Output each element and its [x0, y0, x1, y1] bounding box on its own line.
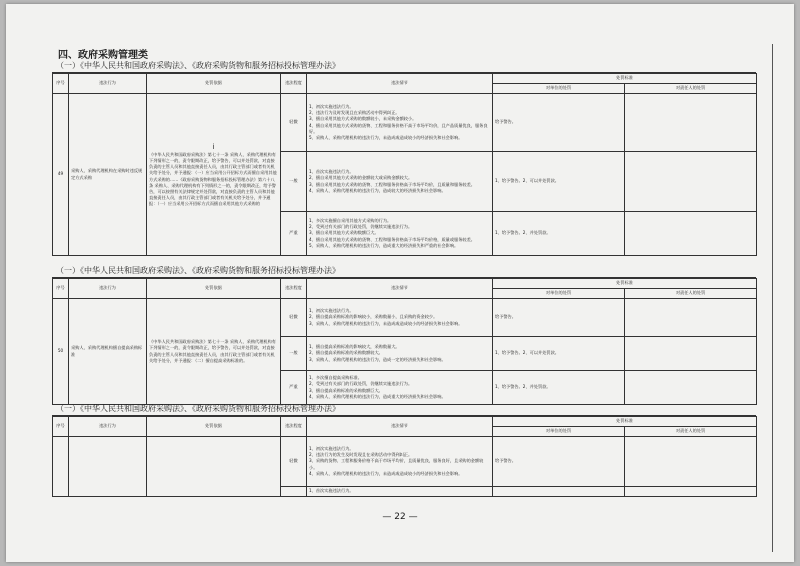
header-std: 处罚标准: [493, 74, 757, 84]
violation-cell: 采购人、采购代理机构在采购时违反规定方式采购: [69, 94, 147, 256]
detail-line: 1、首次实施违法行为。: [309, 169, 354, 175]
person-penalty-cell: [625, 94, 757, 152]
unit-penalty-cell: 给予警告。: [493, 94, 625, 152]
row-number: 50: [53, 299, 69, 405]
section-3: [52, 402, 756, 497]
detail-line: 3、采购人、采购代理机构的违法行为，未造成或造成较小的经济损失和社会影响。: [309, 320, 463, 326]
detail-line: 3、擅自提高采购标准的采购数额巨大。: [309, 387, 383, 393]
detail-line: 3、擅自采用其他方式采购的数额较小，未采购金额较小。: [309, 116, 417, 122]
header-detail: 违法情节: [307, 279, 493, 299]
penalty-table: [52, 73, 757, 256]
detail-line: 4、采购人、采购代理机构的违法行为，未造成或造成较小的经济损失和社会影响。: [309, 470, 463, 476]
header-unit: 对单位的处罚: [493, 289, 625, 299]
detail-line: 1、初次实施违法行为。: [309, 446, 354, 452]
header-no: 序号: [53, 74, 69, 94]
detail-cell: [307, 152, 493, 212]
person-penalty-cell: [625, 487, 757, 497]
detail-line: 1、初次实施违法行为。: [309, 308, 354, 314]
level-cell: 轻微: [281, 299, 307, 337]
page-title: 四、政府采购管理类: [58, 50, 148, 61]
row-number: 49: [53, 94, 69, 256]
detail-line: 1、多次擅自提高采购标准。: [309, 375, 362, 381]
detail-line: 3、擅自采用其他方式采购数额巨大。: [309, 230, 379, 236]
detail-line: 3、采购人、采购代理机构的违法行为，造成一定的经济损失和社会影响。: [309, 356, 446, 362]
header-act: 违法行为: [69, 279, 147, 299]
detail-line: 5、采购人、采购代理机构的违法行为，未造成或造成较小的经济损失和社会影响。: [309, 134, 463, 140]
detail-line: 2、受到过有关部门的行政处罚，仍继续实施违法行为。: [309, 224, 413, 230]
section-heading: （一）《中华人民共和国政府采购法》、《政府采购货物和服务招标投标管理办法》: [52, 59, 756, 73]
detail-line: 2、擅自采用其他方式采购的金额较大或采购金额较大。: [309, 175, 413, 181]
detail-line: 1、多次实施擅自采用其他方式采购的行为。: [309, 218, 392, 224]
header-no: 序号: [53, 417, 69, 437]
header-level: 违法程度: [281, 279, 307, 299]
unit-penalty-cell: 给予警告。: [493, 437, 625, 487]
person-penalty-cell: [625, 337, 757, 371]
header-detail: 违法情节: [307, 417, 493, 437]
binding-margin-line: [772, 44, 773, 552]
person-penalty-cell: [625, 212, 757, 256]
header-act: 违法行为: [69, 417, 147, 437]
header-std: 处罚标准: [493, 279, 757, 289]
violation-cell: [69, 437, 147, 497]
detail-line: 4、采购人、采购代理机构的违法行为，造成较大的经济损失和社会影响。: [309, 187, 446, 193]
detail-cell: [307, 212, 493, 256]
detail-line: 3、擅自采用其他方式采购的货物、工程和服务价格高于市场平均价，且质量和服务较差。: [309, 181, 475, 187]
header-unit: 对单位的处罚: [493, 84, 625, 94]
level-cell: 严重: [281, 212, 307, 256]
unit-penalty-cell: [493, 487, 625, 497]
unit-penalty-cell: 给予警告。: [493, 299, 625, 337]
level-cell: 一般: [281, 337, 307, 371]
header-person: 对责任人的处罚: [625, 84, 757, 94]
detail-line: 1、初次实施违法行为。: [309, 104, 354, 110]
header-basis: 处罚依据: [147, 417, 281, 437]
detail-cell: [307, 487, 493, 497]
unit-penalty-cell: 1、给予警告。2、可以并处罚款。: [493, 337, 625, 371]
detail-cell: [307, 337, 493, 371]
detail-line: 2、违法行为的发生及时发现且在采购活动中得到纠正。: [309, 452, 413, 458]
header-std: 处罚标准: [493, 417, 757, 427]
detail-line: 2、违法行为及时发现且在采购活动中得到纠正。: [309, 110, 400, 116]
person-penalty-cell: [625, 437, 757, 487]
penalty-table: [52, 278, 757, 405]
section-heading: （一）《中华人民共和国政府采购法》、《政府采购货物和服务招标投标管理办法》: [52, 402, 756, 416]
document-page: [6, 4, 794, 562]
header-no: 序号: [53, 279, 69, 299]
person-penalty-cell: [625, 299, 757, 337]
unit-penalty-cell: 1、给予警告。2、并处罚款。: [493, 371, 625, 405]
detail-line: 4、擅自采用其他方式采购的货物、工程和服务价格高于市场平均价格，质量或服务较差。: [309, 236, 475, 242]
detail-line: 1、擅自提高采购标准的影响较大，采购数量大。: [309, 344, 400, 350]
page-number: — 22 —: [382, 512, 418, 522]
detail-line: 3、采购的货物、工程和服务价格不高于市场平均价，且质量优良，服务良好，且采购的金额较小。: [309, 458, 484, 470]
violation-cell: 采购人、采购代理机构擅自提高采购标准: [69, 299, 147, 405]
basis-cell: [147, 437, 281, 497]
row-number: [53, 437, 69, 497]
level-cell: 轻微: [281, 437, 307, 487]
detail-line: 4、擅自采用其他方式采购的货物、工程和服务价格不高于市场平均价，且产品质量优良，服务良好。: [309, 122, 488, 134]
detail-cell: [307, 94, 493, 152]
header-person: 对责任人的处罚: [625, 427, 757, 437]
basis-text: 《中华人民共和国政府采购法》第七十一条 采购人、采购代理机构有下列情形之一的，责令限期改正，给予警告，可以并处罚款，对直接负责的主管人员和其他直接责任人员，由其行政主管部门或者有关机关给予处分，并予通报：（一）应当采用公开招标方式而擅自采用其他方式采购的……《政府采购货物和服务招标投标管理办法》第六十八条 采购人、采购代理机构有下列情形之一的，责令限期改正，给予警告，可以按照有关法律规定并处罚款，对直接负责的主管人员和其他直接责任人员，由其行政主管部门或者有关机关给予处分，并予通报：（一）应当采用公开招标方式而擅自采用其他方式采购的: [149, 152, 277, 206]
detail-line: 2、擅自提高采购标准的影响较小，采购数量小，且采购的资金较少。: [309, 314, 438, 320]
basis-cell: [147, 94, 281, 256]
detail-line: 4、采购人、采购代理机构的违法行为，造成重大的经济损失和社会影响。: [309, 393, 446, 399]
header-act: 违法行为: [69, 74, 147, 94]
header-person: 对责任人的处罚: [625, 289, 757, 299]
handwritten-mark: i: [212, 143, 215, 151]
header-unit: 对单位的处罚: [493, 427, 625, 437]
detail-cell: [307, 371, 493, 405]
person-penalty-cell: [625, 152, 757, 212]
detail-cell: [307, 437, 493, 487]
unit-penalty-cell: 1、给予警告。2、并处罚款。: [493, 212, 625, 256]
header-level: 违法程度: [281, 74, 307, 94]
level-cell: 严重: [281, 371, 307, 405]
header-basis: 处罚依据: [147, 279, 281, 299]
level-cell: 轻微: [281, 94, 307, 152]
level-cell: 一般: [281, 152, 307, 212]
section-heading: （一）《中华人民共和国政府采购法》、《政府采购货物和服务招标投标管理办法》: [52, 264, 756, 278]
person-penalty-cell: [625, 371, 757, 405]
unit-penalty-cell: 1、给予警告。2、可以并处罚款。: [493, 152, 625, 212]
detail-line: 1、首次实施违法行为。: [309, 488, 354, 494]
detail-line: 2、受到过有关部门的行政处罚，仍继续实施违法行为。: [309, 381, 413, 387]
basis-cell: 《中华人民共和国政府采购法》第七十一条 采购人、采购代理机构有下列情形之一的，责令限期改正，给予警告，可以并处罚款，对直接负责的主管人员和其他直接责任人员，由其行政主管部门或者有关机关给予处分，并予通报：（二）擅自提高采购标准的。: [147, 299, 281, 405]
header-basis: 处罚依据: [147, 74, 281, 94]
level-cell: [281, 487, 307, 497]
penalty-table: [52, 416, 757, 497]
header-level: 违法程度: [281, 417, 307, 437]
section-2: [52, 264, 756, 405]
detail-line: 5、采购人、采购代理机构的违法行为，造成重大的经济损失和严重的社会影响。: [309, 242, 459, 248]
section-1: [52, 59, 756, 256]
header-detail: 违法情节: [307, 74, 493, 94]
detail-line: 2、擅自提高采购标准的采购数额较大。: [309, 350, 383, 356]
detail-cell: [307, 299, 493, 337]
